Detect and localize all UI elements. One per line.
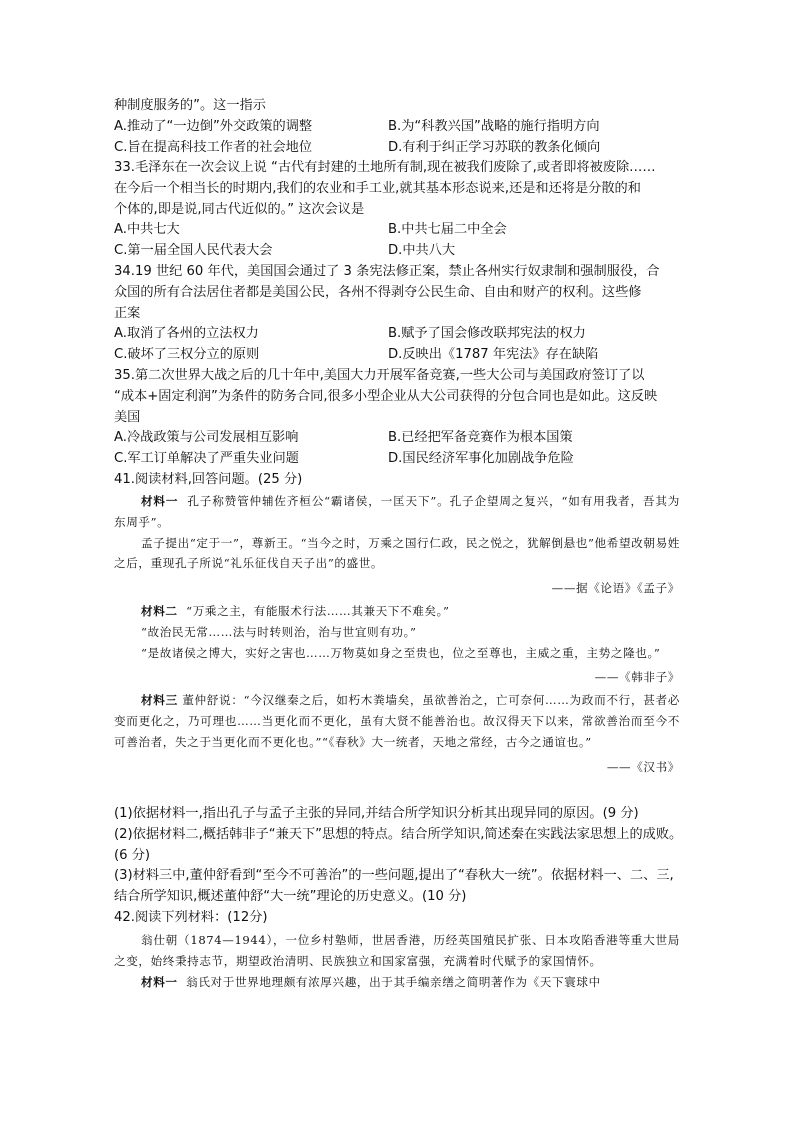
q33-option-c: C.第一届全国人民代表大会 bbox=[114, 243, 273, 259]
q35-stem-line: 35.第二次世界大战之后的几十年中,美国大力开展军备竞赛,一些大公司与美国政府签订了以 bbox=[114, 368, 645, 383]
material-2-source: ——《韩非子》 bbox=[594, 670, 680, 685]
question-32 bbox=[114, 96, 694, 158]
material-3-paragraph: 材料三 董仲舒说：“今汉继秦之后，如朽木粪墙矣，虽欲善治之，亡可奈何……为政而不行，甚者必变而更化之，乃可理也……当更化而不更化，虽有大贤不能善治也。故汉得天下以来，常欲善治而至今不可善治者，失之于当更化而不更化也。”“《春秋》大一统者，天地之常经，古今之通谊也。” bbox=[114, 693, 680, 749]
material-2-paragraph: 材料二 “万乘之主，有能服术行法……其兼天下不难矣。” bbox=[141, 603, 450, 618]
q34-stem-line: 正案 bbox=[114, 305, 141, 321]
q34-options bbox=[114, 324, 694, 366]
q33-option-a: A.中共七大 bbox=[114, 222, 180, 238]
q32-options bbox=[114, 117, 694, 159]
q34-option-b: B.赋予了国会修改联邦宪法的权力 bbox=[388, 326, 586, 342]
q34-option-d: D.反映出《1787 年宪法》存在缺陷 bbox=[388, 347, 599, 363]
q34-option-a: A.取消了各州的立法权力 bbox=[114, 326, 259, 342]
q42-materials bbox=[114, 930, 680, 992]
q34-stem-line: 34.19 世纪 60 年代，美国国会通过了 3 条宪法修正案，禁止各州实行奴隶制和强制服役，合 bbox=[114, 264, 660, 279]
material-2-paragraph-2: “故治民无常……法与时转则治，治与世宜则有功。” bbox=[141, 624, 417, 639]
q34-stem-line: 众国的所有合法居住者都是美国公民，各州不得剥夺公民生命、自由和财产的权利。这些修 bbox=[114, 284, 642, 300]
question-35 bbox=[114, 366, 694, 491]
material-1-paragraph: 材料一 孔子称赞管仲辅佐齐桓公“霸诸侯，一匡天下”。孔子企望周之复兴，“如有用我者，吾其为东周乎”。 bbox=[114, 494, 680, 529]
material-2-paragraph-3: “是故诸侯之博大，实好之害也……万物莫如身之至贵也，位之至尊也，主威之重，主势之隆也。” bbox=[141, 645, 661, 660]
q32-option-c: C.旨在提高科技工作者的社会地位 bbox=[114, 139, 313, 155]
q35-option-b: B.已经把军备竞赛作为根本国策 bbox=[388, 430, 573, 446]
q42-material-1-label: 材料一 bbox=[141, 974, 178, 989]
q33-option-d: D.中共八大 bbox=[388, 243, 456, 259]
q41-title: 41.阅读材料,回答问题。(25 分) bbox=[114, 471, 303, 487]
q42-title: 42.阅读下列材料：(12分) bbox=[114, 909, 268, 925]
q35-option-c: C.军工订单解决了严重失业问题 bbox=[114, 451, 299, 467]
q33-stem-line: 在今后一个相当长的时期内,我们的农业和手工业,就其基本形态说来,还是和还将是分散的和 bbox=[114, 180, 641, 196]
q33-stem-line: 个体的,即是说,同古代近似的。” 这次会议是 bbox=[114, 201, 365, 217]
q32-option-a: A.推动了“一边倒”外交政策的调整 bbox=[114, 118, 313, 134]
q41-subquestion-3: (3)材料三中,董仲舒看到“至今不可善治”的一些问题,提出了“春秋大一统”。依据材料一、二、三,结合所学知识,概述董仲舒“大一统”理论的历史意义。(10 分) bbox=[114, 868, 674, 905]
q42-material-1-paragraph: 材料一 翁氏对于世界地理颇有浓厚兴趣，出于其手编亲缮之简明著作为《天下寰球中 bbox=[141, 974, 601, 989]
q33-options bbox=[114, 220, 694, 262]
q34-option-c: C.破坏了三权分立的原则 bbox=[114, 347, 260, 363]
q35-stem-line: 美国 bbox=[114, 409, 141, 425]
q33-option-b: B.中共七届二中全会 bbox=[388, 222, 507, 238]
material-3-label: 材料三 bbox=[141, 693, 178, 708]
q35-options bbox=[114, 428, 694, 470]
q41-subquestions bbox=[114, 804, 684, 929]
material-1-source: ——据《论语》《孟子》 bbox=[551, 581, 680, 596]
q41-subquestion-2: (2)依据材料二,概括韩非子“兼天下”思想的特点。结合所学知识,简述秦在实践法家思想上的成败。(6 分) bbox=[114, 826, 683, 863]
q41-subquestion-1: (1)依据材料一,指出孔子与孟子主张的异同,并结合所学知识分析其出现异同的原因。(9 分) bbox=[114, 806, 639, 821]
q35-stem-line: “成本+固定利润”为条件的防务合同,很多小型企业从大公司获得的分包合同也是如此。这反映 bbox=[114, 388, 658, 404]
q32-stem-tail: 种制度服务的”。这一指示 bbox=[114, 98, 266, 113]
q42-intro: 翁仕朝（1874—1944），一位乡村塾师，世居香港，历经英国殖民扩张、日本攻陷香港等重大世局之变，始终秉持志节，期望政治清明、民族独立和国家富强，充满着时代赋予的家国情怀。 bbox=[114, 933, 680, 968]
q35-option-a: A.冷战政策与公司发展相互影响 bbox=[114, 430, 299, 446]
question-33 bbox=[114, 158, 694, 262]
material-3-source: ——《汉书》 bbox=[606, 759, 680, 774]
q41-materials bbox=[114, 491, 680, 777]
q33-stem-line: 33.毛泽东在一次会议上说 “古代有封建的土地所有制,现在被我们废除了,或者即将被废除…… bbox=[114, 160, 656, 175]
material-2-label: 材料二 bbox=[141, 603, 178, 618]
q35-option-d: D.国民经济军事化加剧战争危险 bbox=[388, 451, 574, 467]
q32-option-b: B.为“科教兴国”战略的施行指明方向 bbox=[388, 118, 600, 134]
material-1-paragraph-2: 孟子提出“定于一”，尊新王。“当今之时，万乘之国行仁政，民之悦之，犹解倒悬也”他希望改朝易姓之后，重现孔子所说“礼乐征伐自天子出”的盛世。 bbox=[114, 535, 680, 571]
material-1-label: 材料一 bbox=[141, 494, 179, 508]
question-34 bbox=[114, 262, 694, 366]
q32-option-d: D.有利于纠正学习苏联的教条化倾向 bbox=[388, 139, 601, 155]
